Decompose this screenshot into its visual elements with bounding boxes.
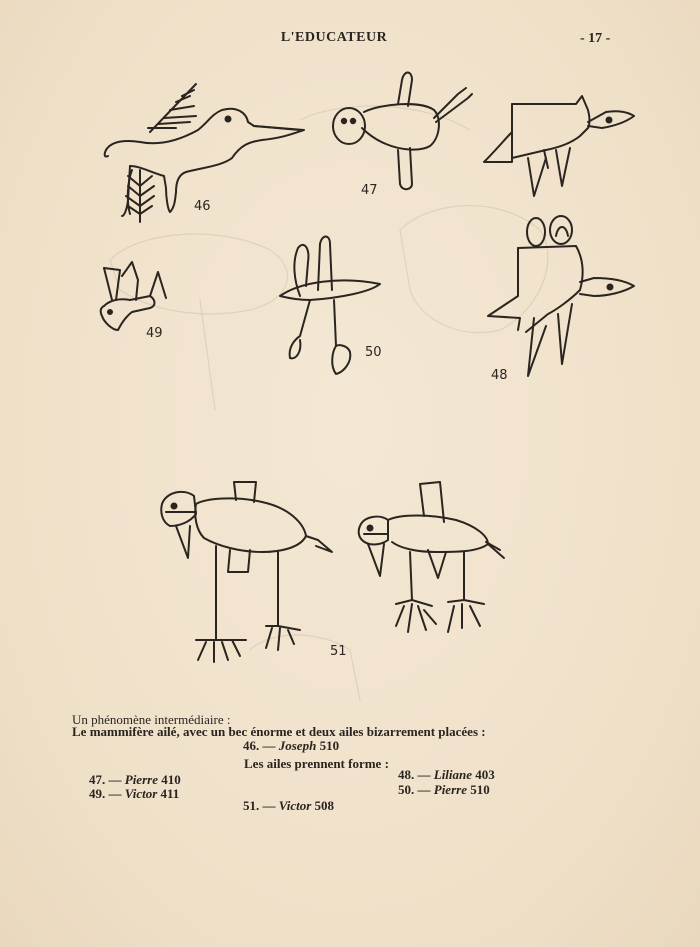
entry-49	[89, 786, 179, 802]
entry-49-name: Victor	[124, 786, 158, 801]
entry-51-name: Victor	[278, 798, 312, 813]
drawing-48-bottom	[488, 216, 634, 376]
figure-label-49: 49	[146, 326, 163, 341]
entry-46-number: 46. —	[243, 738, 276, 753]
entry-47-value: 410	[161, 772, 181, 787]
caption-subtitle: Les ailes prennent forme :	[244, 756, 389, 771]
entry-51	[243, 798, 334, 814]
entry-46-value: 510	[319, 738, 340, 753]
entry-51-value: 508	[314, 798, 335, 813]
drawing-47	[333, 73, 472, 190]
figure-label-46: 46	[194, 199, 211, 214]
figure-label-51: 51	[330, 644, 347, 659]
entry-50	[398, 782, 490, 798]
entry-51-number: 51. —	[243, 798, 276, 813]
drawing-51-right	[359, 482, 504, 632]
caption-line-2: Le mammifère ailé, avec un bec énorme et deux ailes bizarrement placées :	[72, 724, 486, 739]
entry-48-number: 48. —	[398, 767, 431, 782]
entry-50-name: Pierre	[433, 782, 467, 797]
entry-49-number: 49. —	[89, 786, 122, 801]
page-title: L'EDUCATEUR	[280, 30, 388, 45]
entry-50-value: 510	[470, 782, 490, 797]
drawing-48-top	[484, 96, 634, 196]
figure-label-48: 48	[491, 368, 508, 383]
entry-47-name: Pierre	[124, 772, 158, 787]
drawing-49	[101, 262, 166, 330]
entry-46	[243, 738, 339, 754]
entry-47-number: 47. —	[89, 772, 122, 787]
figure-label-50: 50	[365, 345, 382, 360]
entry-50-number: 50. —	[398, 782, 431, 797]
page-number: - 17 -	[580, 31, 611, 46]
caption-line-1: Un phénomène intermédiaire :	[72, 712, 231, 727]
entry-48-name: Liliane	[433, 767, 473, 782]
entry-46-name: Joseph	[278, 738, 317, 753]
entry-49-value: 411	[160, 786, 180, 801]
figure-label-47: 47	[361, 183, 378, 198]
entry-48-value: 403	[475, 767, 495, 782]
entry-48	[398, 767, 495, 783]
